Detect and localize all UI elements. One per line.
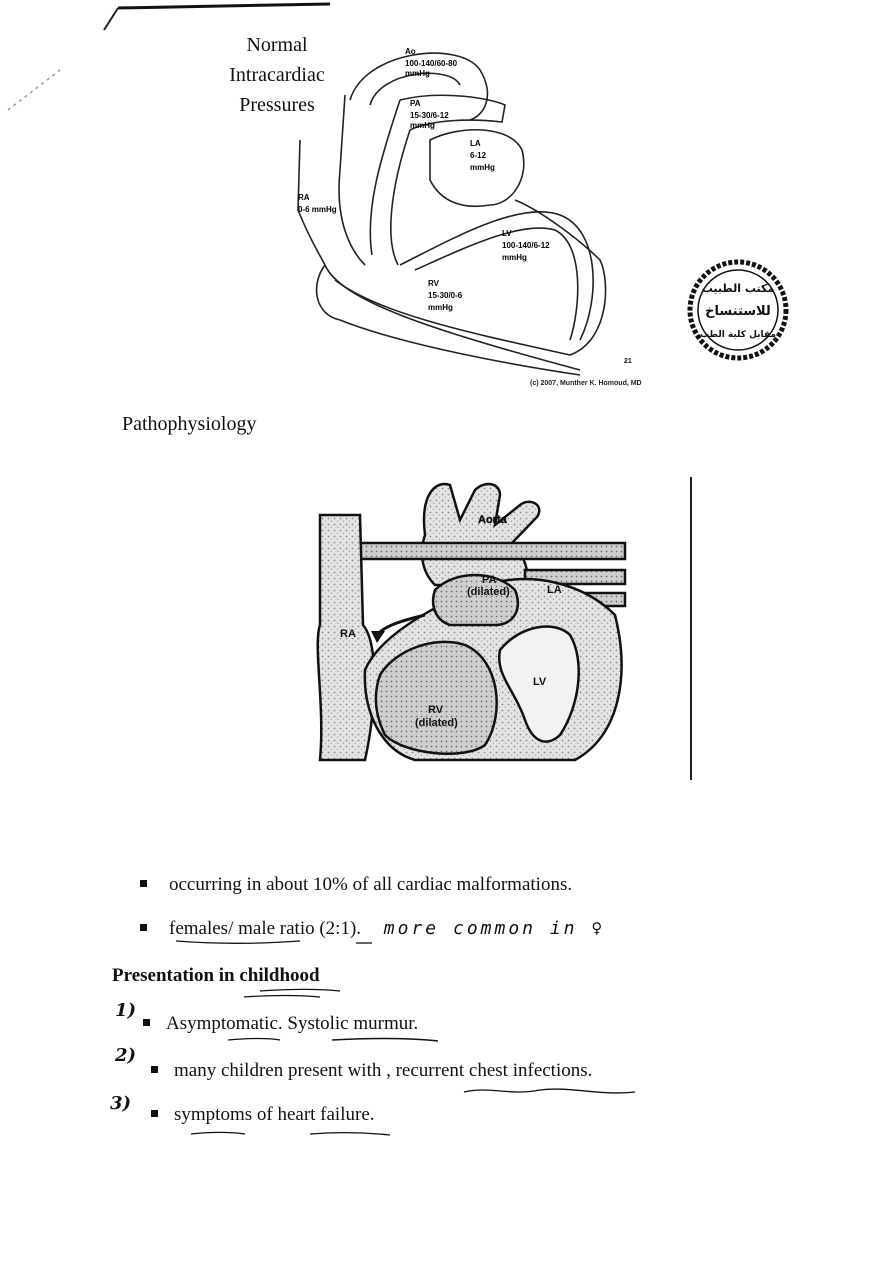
label-pa-unit: mmHg (410, 121, 435, 130)
label-lv: LV (502, 229, 512, 238)
label-lv-unit: mmHg (502, 253, 527, 262)
label-aorta: Aorta (478, 514, 507, 526)
figure1-title-line3: Pressures (239, 94, 315, 116)
label-pa-note: (dilated) (467, 586, 510, 598)
section-heading-pathophysiology: Pathophysiology (122, 413, 257, 435)
fact-item-ratio: females/ male ratio (2:1). more common in ♀ (140, 918, 605, 940)
bullet-square-icon (140, 880, 147, 887)
handwritten-underline-heading (240, 987, 350, 1001)
margin-vertical-line (690, 477, 692, 780)
bullet-square-icon (143, 1019, 150, 1026)
label-ra: RA (298, 193, 310, 202)
normal-heart-outline-diagram (280, 40, 640, 380)
stamp-text-top: مكتب الطبيب (701, 282, 775, 295)
label-la: LA (470, 139, 481, 148)
figure-credit: (c) 2007, Munther K. Homoud, MD (530, 380, 642, 387)
bullet-square-icon (151, 1066, 158, 1073)
figure1-title-line1: Normal (246, 34, 308, 56)
label-la-value: 6-12 (470, 151, 487, 160)
label-lv-value: 100-140/6-12 (502, 241, 550, 250)
label-ra: RA (340, 628, 356, 640)
label-lv: LV (533, 676, 547, 688)
label-pa: PA (410, 99, 421, 108)
handwritten-number-1: 1) (115, 1000, 137, 1021)
label-rv: RV (428, 704, 444, 716)
asd-heart-diagram (285, 475, 635, 765)
figure1-title-line2: Intracardiac (229, 64, 325, 86)
label-rv-note: (dilated) (415, 717, 458, 729)
presentation-item-1: Asymptomatic. Systolic murmur. (143, 1013, 418, 1035)
library-stamp-seal (683, 258, 793, 362)
handwritten-number-2: 2) (115, 1045, 137, 1066)
presentation-item-2: many children present with , recurrent chest infections. (151, 1060, 592, 1082)
bullet-square-icon (151, 1110, 158, 1117)
bullet-square-icon (140, 924, 147, 931)
label-ao-unit: mmHg (405, 69, 430, 78)
handwritten-note: more common in ♀ (383, 918, 606, 939)
label-ra-value: 0-6 mmHg (298, 205, 337, 214)
presentation-item-3: symptoms of heart failure. (151, 1104, 375, 1126)
handwritten-underline-item2 (460, 1084, 640, 1100)
label-rv-value: 15-30/0-6 (428, 291, 463, 300)
fact-item-incidence: occurring in about 10% of all cardiac malformations. (140, 874, 572, 896)
handwritten-underline-item3 (185, 1128, 395, 1142)
label-rv-unit: mmHg (428, 303, 453, 312)
stamp-text-mid: للاستنساخ (705, 304, 771, 319)
label-ao: Ao (405, 47, 416, 56)
label-la: LA (547, 584, 562, 596)
label-pa-value: 15-30/6-12 (410, 111, 449, 120)
handwritten-number-3: 3) (110, 1093, 132, 1114)
slide-number: 21 (624, 358, 632, 365)
stamp-text-bottom: مقابل كلية الطب (700, 330, 776, 340)
label-pa-dilated: PA (482, 574, 497, 586)
label-la-unit: mmHg (470, 163, 495, 172)
handwritten-underline-item1 (220, 1034, 450, 1048)
presentation-heading: Presentation in childhood (112, 965, 320, 986)
label-ao-value: 100-140/60-80 (405, 59, 458, 68)
handwritten-underlines-ratio (170, 935, 410, 949)
label-rv: RV (428, 279, 439, 288)
